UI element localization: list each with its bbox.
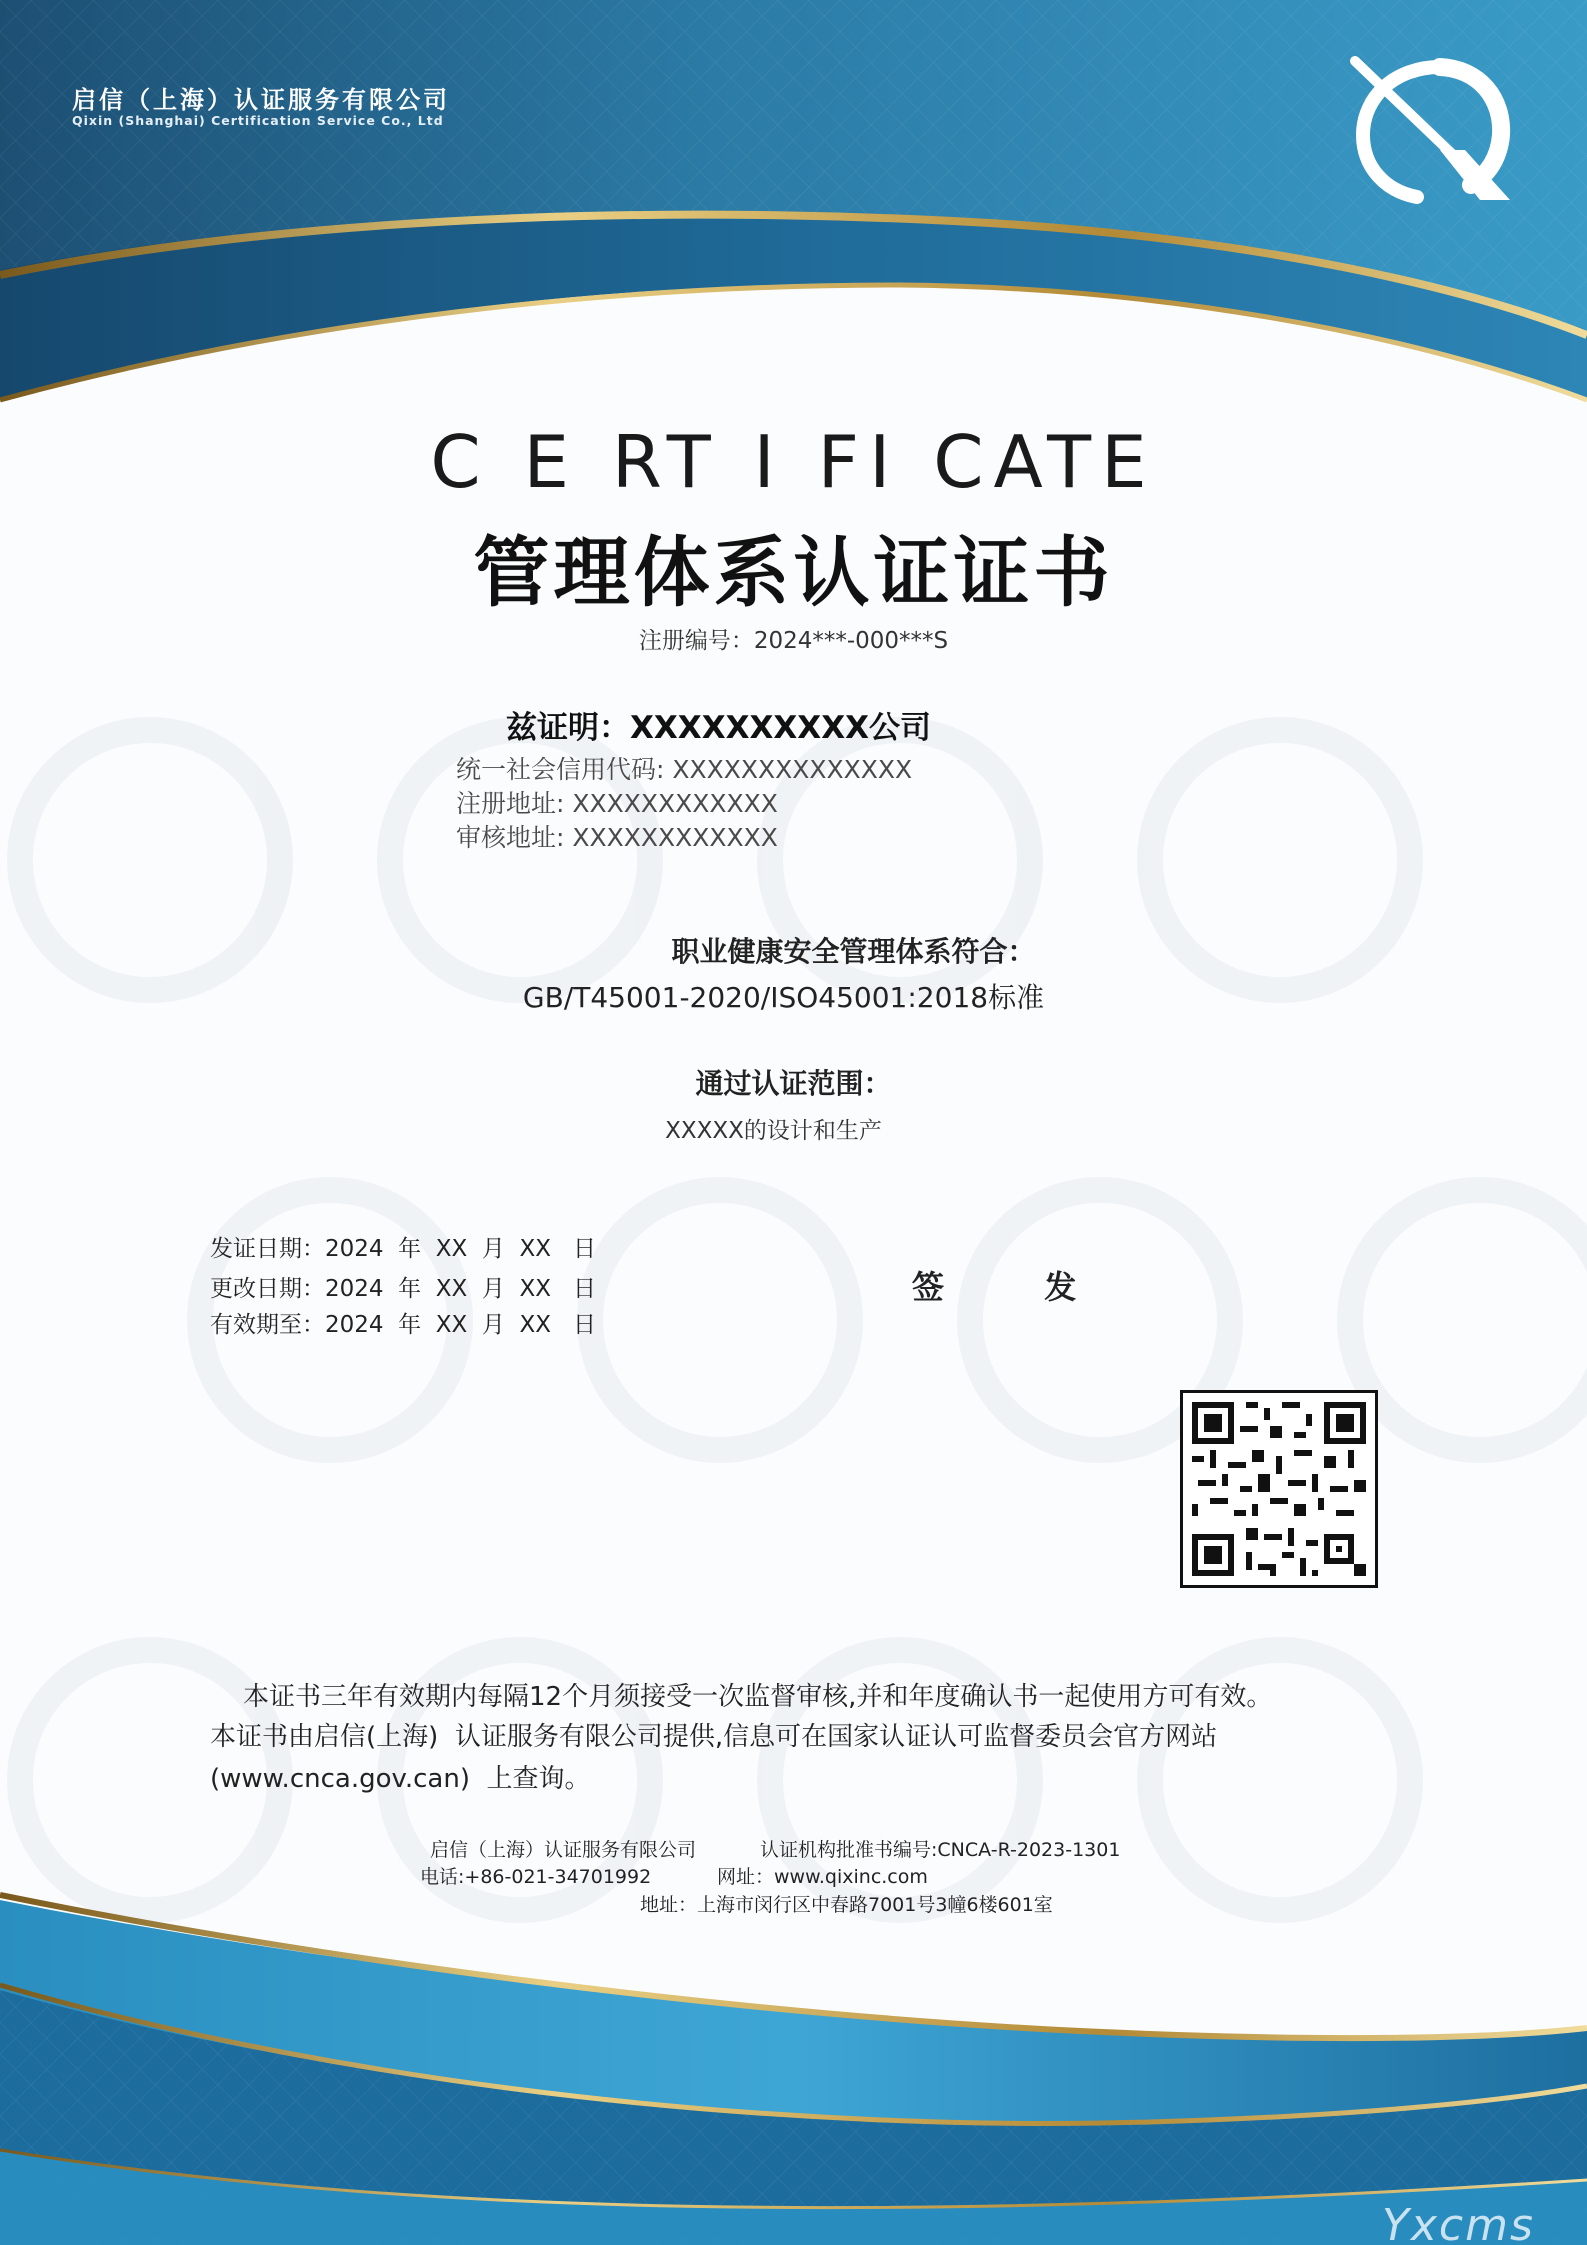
note-line-1: 本证书三年有效期内每隔12个月须接受一次监督审核,并和年度确认书一起使用方可有效。 <box>243 1682 1273 1712</box>
scope-value: XXXXX的设计和生产 <box>665 1118 882 1144</box>
change-date: 更改日期：2024 年 XX 月 XX 日 <box>210 1276 596 1302</box>
standard-value: GB/T45001-2020/ISO45001:2018标准 <box>522 981 1045 1014</box>
valid-until-date: 有效期至：2024 年 XX 月 XX 日 <box>210 1312 596 1338</box>
standard-title: 职业健康安全管理体系符合： <box>671 935 1036 968</box>
footer-approval-number: 认证机构批准书编号:CNCA-R-2023-1301 <box>760 1839 1121 1861</box>
certificate-title-en: C E RT I FI CATE <box>430 420 1157 504</box>
note-line-2: 本证书由启信(上海) 认证服务有限公司提供,信息可在国家认证认可监督委员会官方网站 <box>210 1722 1218 1752</box>
certificate-title-zh: 管理体系认证证书 <box>473 528 1114 617</box>
registration-number: 注册编号：2024***-000***S <box>638 628 949 654</box>
footer-website: 网址：www.qixinc.com <box>717 1866 928 1888</box>
credit-code: 统一社会信用代码: XXXXXXXXXXXXXX <box>456 755 913 784</box>
issuer-name-en: Qixin (Shanghai) Certification Service Co., Ltd <box>72 113 444 128</box>
certified-company: 兹证明：XXXXXXXXXX公司 <box>506 710 932 746</box>
footer-phone: 电话:+86-021-34701992 <box>420 1866 652 1888</box>
footer-address: 地址：上海市闵行区中春路7001号3幢6楼601室 <box>640 1894 1053 1916</box>
scope-title: 通过认证范围： <box>695 1067 892 1100</box>
footer-company: 启信（上海）认证服务有限公司 <box>430 1839 697 1861</box>
watermark-text: Yxcms <box>1382 2200 1535 2245</box>
note-line-3: (www.cnca.gov.can) 上查询。 <box>210 1764 591 1794</box>
qixin-q-logo-icon <box>1345 55 1515 205</box>
issue-date: 发证日期：2024 年 XX 月 XX 日 <box>210 1236 596 1262</box>
audit-address: 审核地址: XXXXXXXXXXXX <box>456 823 778 852</box>
qr-code-icon <box>1180 1390 1378 1588</box>
issuer-name: 启信（上海）认证服务有限公司 <box>72 86 450 114</box>
registered-address: 注册地址: XXXXXXXXXXXX <box>456 789 778 818</box>
signature-label: 签 发 <box>912 1268 1103 1306</box>
